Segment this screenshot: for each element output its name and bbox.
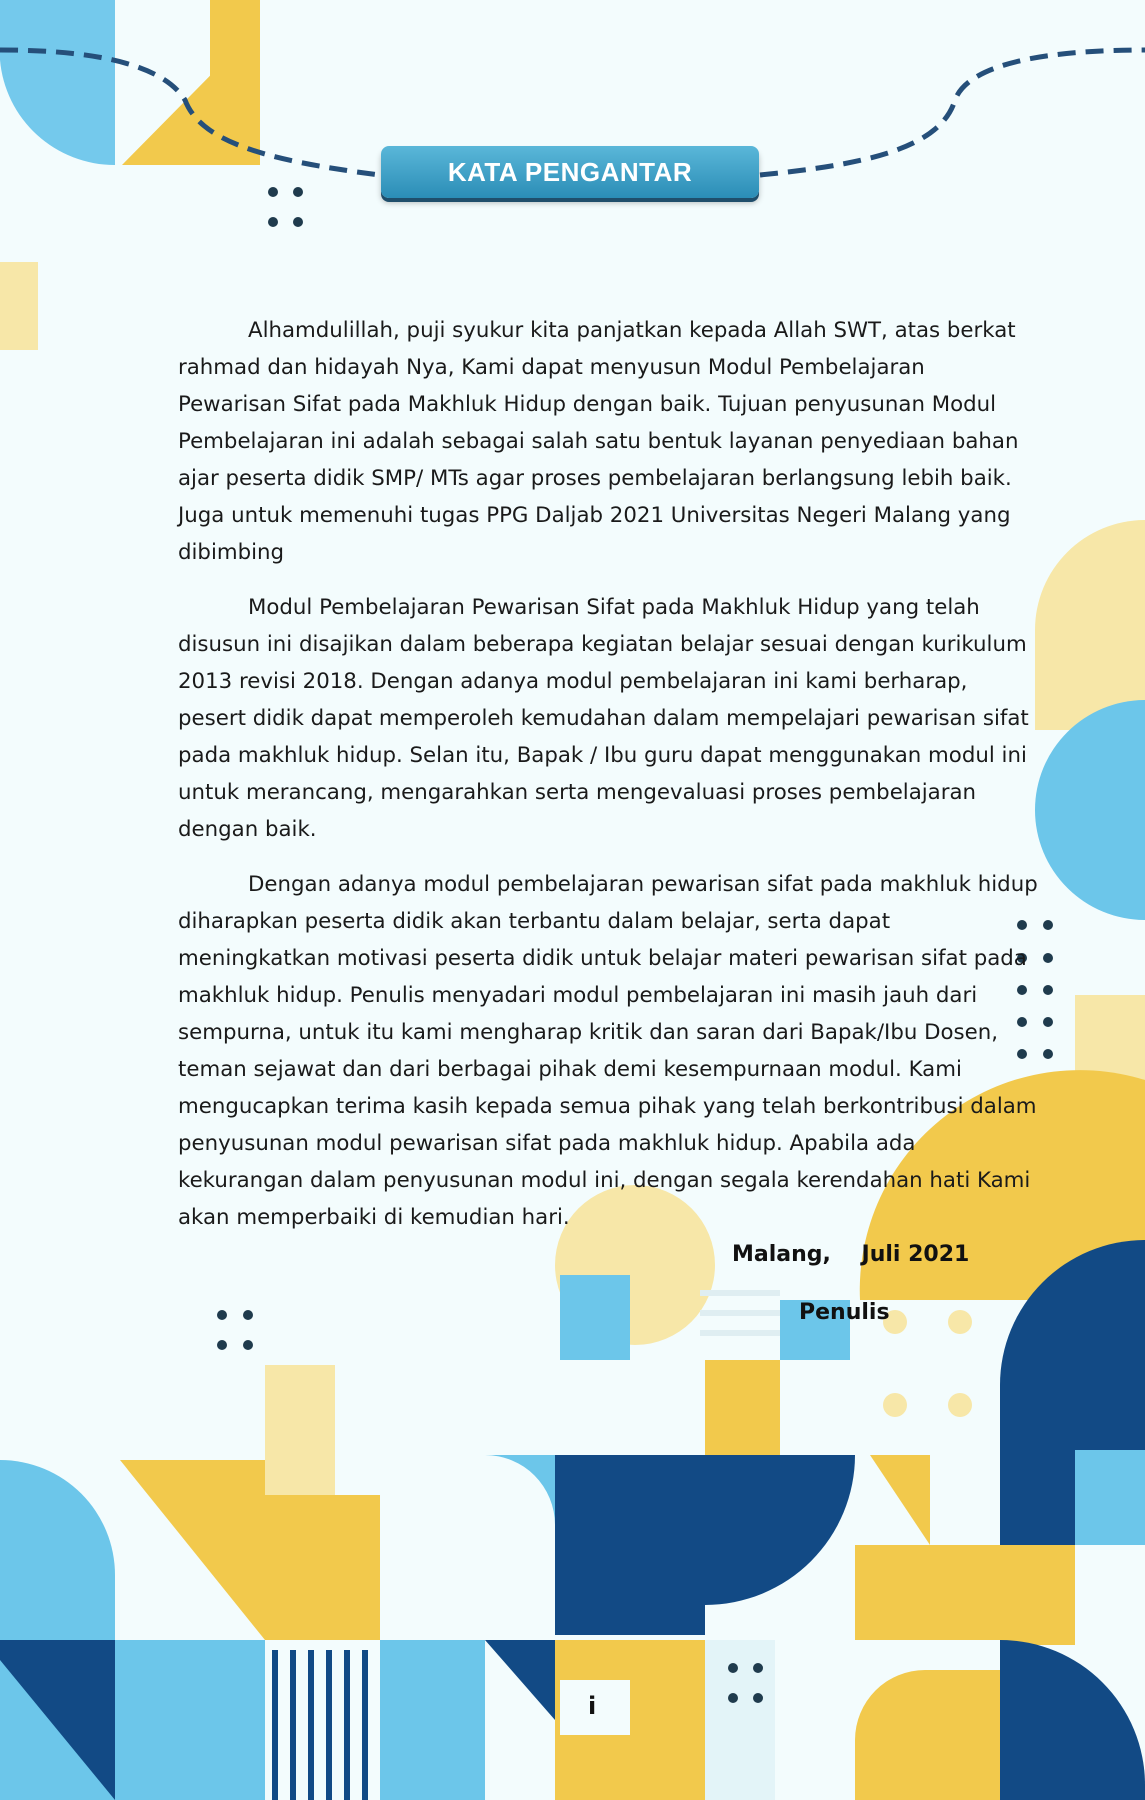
top-left-blue-quarter (0, 0, 115, 165)
center-blue-bottom (380, 1640, 485, 1800)
bottom-right-dark-arch (1000, 1640, 1145, 1800)
right-blue-half-circle (1035, 700, 1145, 920)
dot-cluster-top (268, 187, 303, 227)
lower-left-blue-quarter (0, 1460, 115, 1640)
center-blue-half-circle (485, 1455, 555, 1525)
paragraph-3: Dengan adanya modul pembelajaran pewarisan sifat pada makhluk hidup diharapkan peserta didik akan terbantu dalam belajar, serta dapat meningkatkan motivasi peserta didik untuk belajar materi pewarisan sifat pada makhluk hidup. Penulis menyadari modul pembelajaran ini masih jauh dari sempurna, untuk itu kami mengharap kritik dan saran dari Bapak/Ibu Dosen, teman sejawat dan dari berbagai pihak demi kesempurnaan modul. Kami mengucapkan terima kasih kepada semua pihak yang telah berkontribusi dalam penyusunan modul pewarisan sifat pada makhluk hidup. Apabila ada kekurangan dalam penyusunan modul ini, dengan segala kerendahan hati Kami akan memperbaiki di kemudian hari. (178, 872, 1038, 1230)
lower-left-yellow-triangle (120, 1460, 265, 1640)
signature-place-date: Malang, Juli 2021 (732, 1242, 970, 1267)
center-dark-blue-block (555, 1605, 705, 1635)
lower-left-yellow-block (265, 1495, 380, 1640)
paragraph-1: Alhamdulillah, puji syukur kita panjatkan kepada Allah SWT, atas berkat rahmad dan hidayah Nya, Kami dapat menyusun Modul Pembelajaran Pewarisan Sifat pada Makhluk Hidup dengan baik. Tujuan penyusunan Modul Pembelajaran ini adalah sebagai salah satu bentuk layanan penyediaan bahan ajar peserta didik SMP/ MTs agar proses pembelajaran berlangsung lebih baik. Juga untuk memenuhi tugas PPG Daljab 2021 Universitas Negeri Malang yang dibimbing (178, 318, 1019, 565)
pale-flower-dots (883, 1310, 972, 1417)
top-left-yellow-bar (210, 0, 260, 90)
body-text (178, 312, 1038, 1254)
center-left-dark-triangle (485, 1640, 555, 1720)
dot-cluster-left (217, 1310, 253, 1350)
middle-blue-square (560, 1275, 630, 1360)
signature-author: Penulis (799, 1300, 890, 1325)
paragraph-2: Modul Pembelajaran Pewarisan Sifat pada Makhluk Hidup yang telah disusun ini disajikan dalam beberapa kegiatan belajar sesuai dengan kurikulum 2013 revisi 2018. Dengan adanya modul pembelajaran ini kami berharap, pesert didik dapat memperoleh kemudahan dalam mempelajari pewarisan sifat pada makhluk hidup. Selan itu, Bapak / Ibu guru dapat menggunakan modul ini untuk merancang, mengarahkan serta mengevaluasi proses pembelajaran dengan baik. (178, 595, 1029, 842)
center-yellow-column (705, 1360, 780, 1455)
right-blue-block (1075, 1450, 1145, 1545)
center-pale-bottom (705, 1640, 775, 1800)
title-banner (381, 146, 759, 198)
center-right-yellow-block (855, 1545, 1000, 1640)
right-pale-half-circle (1035, 520, 1145, 730)
center-dark-blue-bowl (555, 1455, 855, 1605)
pale-yellow-column (265, 1365, 335, 1495)
left-pale-square (0, 262, 38, 350)
bottom-left-blue-block (115, 1640, 265, 1800)
striped-block (265, 1640, 380, 1800)
center-right-yellow-triangle (870, 1455, 930, 1545)
dashed-wave-line-right (760, 50, 1145, 175)
bottom-right-yellow-arch (855, 1670, 1000, 1800)
page-number: i (588, 1692, 597, 1720)
right-yellow-block (1000, 1545, 1075, 1645)
pale-stripes (700, 1290, 780, 1336)
page-title: KATA PENGANTAR (447, 156, 693, 187)
